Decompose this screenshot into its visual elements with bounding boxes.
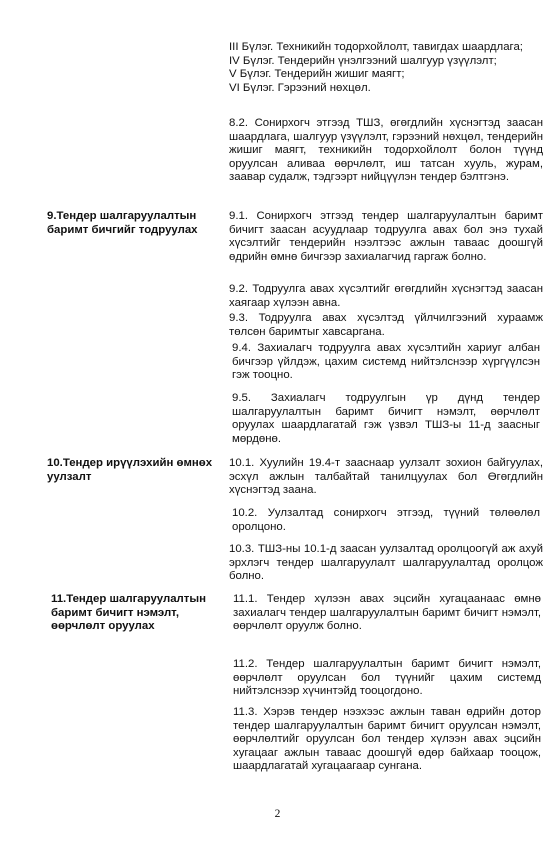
clause-9-3: 9.3. Тодруулга авах хүсэлтэд үйлчилгээний хураамж төлсөн баримтыг хавсаргана. [229, 312, 543, 338]
clause-11-1: 11.1. Тендер хүлээн авах эцсийн хугацаанаас өмнө захиалагч тендер шалгаруулалтын баримт бичигт нэмэлт, өөрчлөлт оруулж болно. [233, 593, 541, 633]
clause-11-2: 11.2. Тендер шалгаруулалтын баримт бичигт нэмэлт, өөрчлөлт оруулсан бол түүнийг цахим системд нийтэлснээр хүчинтэйд тооцогдоно. [233, 658, 541, 698]
section-9-heading: 9.Тендер шалгаруулалтын баримт бичгийг тодруулах [47, 210, 198, 236]
chapter-5-line: V Бүлэг. Тендерийн жишиг маягт; [229, 68, 405, 81]
clause-10-2: 10.2. Уулзалтад сонирхогч этгээд, түүний төлөөлөл оролцоно. [232, 507, 540, 533]
clause-9-5: 9.5. Захиалагч тодруулгын үр дүнд тендер шалгаруулалтын баримт бичигт нэмэлт, өөрчлөлт оруулах шаардлагатай гэж үзвэл ТШЗ-ы 11-д заасныг мөрдөнө. [232, 392, 540, 445]
chapter-4-line: IV Бүлэг. Тендерийн үнэлгээний шалгуур үзүүлэлт; [229, 54, 497, 67]
chapter-6-line: VI Бүлэг. Гэрээний нөхцөл. [229, 81, 371, 94]
clause-9-1: 9.1. Сонирхогч этгээд тендер шалгаруулалтын баримт бичигт заасан асуудлаар тодруулга авах бол энэ тухай хүсэлтийг тендерийн нээлтээс ажлын таваас доошгүй өдрийн өмнө бичгээр захиалагчид гаргаж болно. [229, 210, 543, 263]
chapter-3-line: III Бүлэг. Техникийн тодорхойлолт, тавигдах шаардлага; [229, 41, 523, 53]
clause-10-3: 10.3. ТШЗ-ны 10.1-д заасан уулзалтад оролцоогүй аж ахуй эрхлэгч тендер шалгаруулалт шалгаруулалтад оролцож болно. [229, 543, 543, 583]
clause-10-1: 10.1. Хуулийн 19.4-т зааснаар уулзалт зохион байгуулах, эсхүл ажлын талбайтай танилцуулах бол Өгөгдлийн хүснэгтэд заана. [229, 457, 543, 497]
section-11-heading: 11.Тендер шалгаруулалтын баримт бичигт нэмэлт, өөрчлөлт оруулах [51, 593, 206, 633]
clause-9-4: 9.4. Захиалагч тодруулга авах хүсэлтийн хариуг албан бичгээр үйлдэж, цахим системд нийтэлснээр хүргүүлсэн гэж тооцно. [232, 342, 540, 382]
clause-11-3: 11.3. Хэрэв тендер нээхээс ажлын таван өдрийн дотор тендер шалгаруулалтын баримт бичигт оруулсан нэмэлт, өөрчлөлтийг оруулсан бол тендер хүлээн авах эцсийн хугацааг ажлын таваас доошгүй өдөр байхаар тооцож, шаардлагатай хугацаагаар сунгана. [233, 706, 541, 773]
section-10-heading: 10.Тендер ирүүлэхийн өмнөх уулзалт [47, 457, 213, 483]
chapter-list [229, 41, 543, 95]
clause-8-2: 8.2. Сонирхогч этгээд ТШЗ, өгөгдлийн хүснэгтэд заасан шаардлага, шалгуур үзүүлэлт, гэрээний нөхцөл, тендерийн жишиг маягт, техникийн тодорхойлолт болон түүнд оруулсан аливаа өөрчлөлт, иш татсан хууль, журам, заавар судалж, тэдгээрт нийцүүлэн тендер бэлтгэнэ. [229, 117, 543, 184]
clause-9-2: 9.2. Тодруулга авах хүсэлтийг өгөгдлийн хүснэгтэд заасан хаягаар хүлээн авна. [229, 283, 543, 309]
page-number: 2 [274, 808, 281, 820]
